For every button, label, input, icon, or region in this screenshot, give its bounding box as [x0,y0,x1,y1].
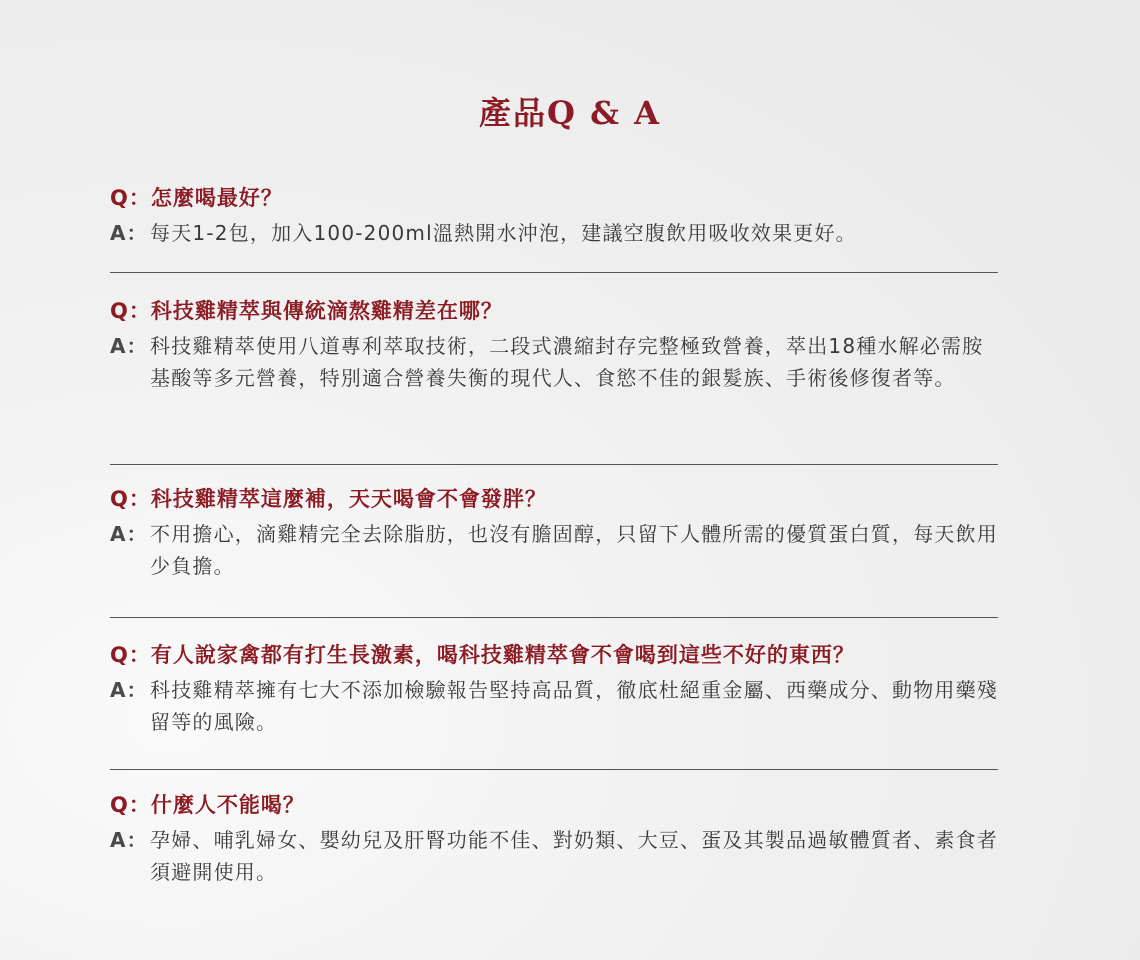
answer-text: 不用擔心，滴雞精完全去除脂肪，也沒有膽固醇，只留下人體所需的優質蛋白質，每天飲用少負擔。 [150,522,998,578]
qa-item-5 [110,790,1000,888]
answer [110,330,1000,394]
answer [110,518,1000,582]
divider [110,769,998,770]
answer-text: 孕婦、哺乳婦女、嬰幼兒及肝腎功能不佳、對奶類、大豆、蛋及其製品過敏體質者、素食者須避開使用。 [150,828,998,884]
question-text: 有人說家禽都有打生長激素，喝科技雞精萃會不會喝到這些不好的東西？ [150,642,855,667]
answer-text: 科技雞精萃使用八道專利萃取技術，二段式濃縮封存完整極致營養，萃出18種水解必需胺基酸等多元營養，特別適合營養失衡的現代人、食慾不佳的銀髮族、手術後修復者等。 [150,334,984,390]
question [110,640,1000,670]
question [110,183,1000,213]
answer [110,824,1000,888]
question-marker: Q： [110,487,151,511]
answer-marker: A： [110,678,148,702]
question-text: 科技雞精萃這麼補，天天喝會不會發胖？ [150,486,547,511]
question-text: 怎麼喝最好？ [150,185,283,210]
qa-item-1 [110,183,1000,249]
qa-item-2 [110,296,1000,394]
answer-marker: A： [110,221,148,245]
answer-marker: A： [110,522,148,546]
qa-item-3 [110,484,1000,582]
answer-text: 每天1-2包，加入100-200ml溫熱開水沖泡，建議空腹飲用吸收效果更好。 [150,221,857,245]
question-text: 什麼人不能喝？ [150,792,305,817]
question [110,790,1000,820]
qa-item-4 [110,640,1000,738]
divider [110,272,998,273]
question [110,296,1000,326]
question [110,484,1000,514]
divider [110,617,998,618]
question-text: 科技雞精萃與傳統滴熬雞精差在哪？ [150,298,503,323]
answer-marker: A： [110,828,148,852]
answer [110,217,1000,249]
answer-text: 科技雞精萃擁有七大不添加檢驗報告堅持高品質，徹底杜絕重金屬、西藥成分、動物用藥殘留等的風險。 [150,678,998,734]
question-marker: Q： [110,793,151,817]
answer-marker: A： [110,334,148,358]
page-title: 產品Q & A [479,94,661,132]
question-marker: Q： [110,186,151,210]
answer [110,674,1000,738]
question-marker: Q： [110,643,151,667]
divider [110,464,998,465]
question-marker: Q： [110,299,151,323]
